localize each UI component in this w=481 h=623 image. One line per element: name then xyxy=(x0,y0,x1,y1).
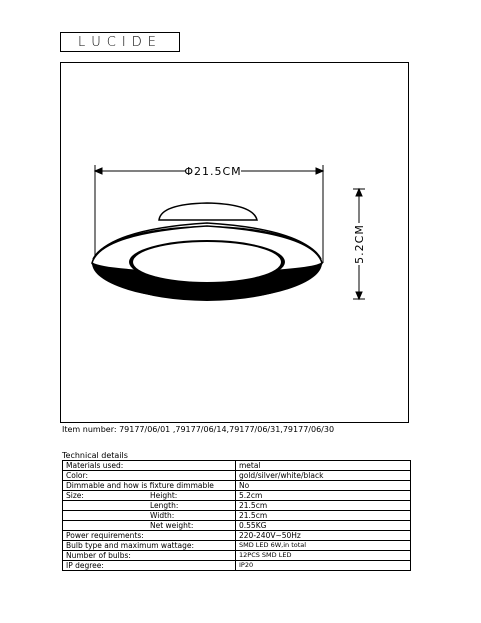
row-value: 5.2cm xyxy=(236,491,411,501)
product-drawing xyxy=(60,62,409,423)
row-sublabel: Net weight: xyxy=(150,521,194,530)
row-value: SMD LED 6W,in total xyxy=(236,541,411,551)
row-label-size xyxy=(63,501,236,511)
lamp-illustration xyxy=(92,203,322,300)
row-sublabel: Length: xyxy=(150,501,179,510)
row-value: 12PCS SMD LED xyxy=(236,551,411,561)
technical-details-title: Technical details xyxy=(62,451,128,460)
row-label-size xyxy=(63,491,236,501)
table-row xyxy=(63,471,411,481)
row-value: gold/silver/white/black xyxy=(236,471,411,481)
row-label: Bulb type and maximum wattage: xyxy=(63,541,236,551)
logo-letter: D xyxy=(131,34,148,50)
row-value: metal xyxy=(236,461,411,471)
row-value: 21.5cm xyxy=(236,501,411,511)
row-value: 21.5cm xyxy=(236,511,411,521)
row-label: Size: xyxy=(66,491,84,500)
row-sublabel: Width: xyxy=(150,511,175,520)
row-value: 0.55KG xyxy=(236,521,411,531)
row-value: 220-240V~50Hz xyxy=(236,531,411,541)
table-row xyxy=(63,561,411,571)
row-label-size xyxy=(63,521,236,531)
item-number: Item number: 79177/06/01 ,79177/06/14,79177/06/31,79177/06/30 xyxy=(62,425,335,434)
brand-logo xyxy=(60,32,180,52)
row-label: Dimmable and how is fixture dimmable xyxy=(63,481,236,491)
table-row xyxy=(63,511,411,521)
logo-letter: C xyxy=(106,34,122,50)
table-row xyxy=(63,531,411,541)
logo-letter: U xyxy=(91,34,107,50)
lamp-drawing-svg xyxy=(61,63,408,422)
row-label: IP degree: xyxy=(63,561,236,571)
technical-details-table xyxy=(62,460,411,571)
row-sublabel: Height: xyxy=(150,491,178,500)
table-row xyxy=(63,491,411,501)
table-row xyxy=(63,541,411,551)
row-label: Power requirements: xyxy=(63,531,236,541)
table-row xyxy=(63,461,411,471)
table-row xyxy=(63,551,411,561)
table-row xyxy=(63,481,411,491)
row-value: IP20 xyxy=(236,561,411,571)
row-value: No xyxy=(236,481,411,491)
logo-letter: L xyxy=(78,34,92,50)
logo-letter: E xyxy=(147,34,162,50)
table-row xyxy=(63,501,411,511)
logo-letter: I xyxy=(121,34,132,50)
row-label-size xyxy=(63,511,236,521)
width-label: Φ21.5CM xyxy=(184,165,242,178)
row-label: Color: xyxy=(63,471,236,481)
row-label: Materials used: xyxy=(63,461,236,471)
height-label: 5.2CM xyxy=(353,224,366,264)
row-label: Number of bulbs: xyxy=(63,551,236,561)
table-row xyxy=(63,521,411,531)
